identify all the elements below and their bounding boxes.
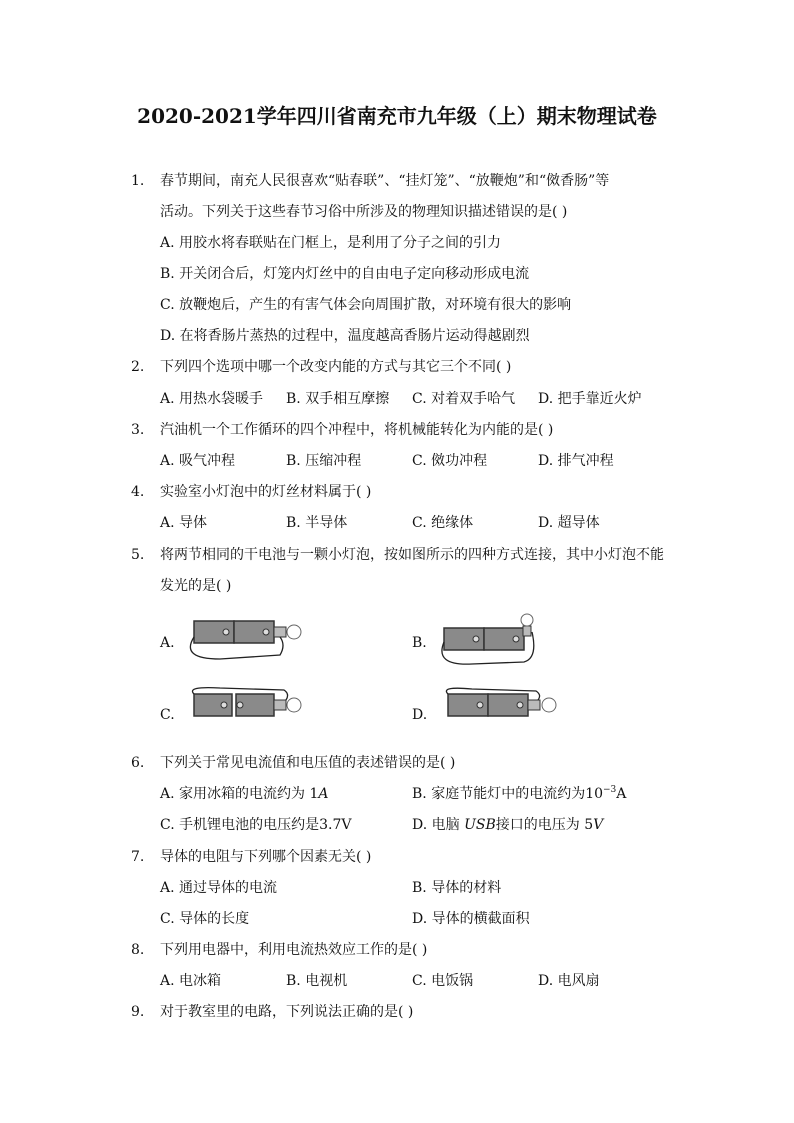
option-c: C. 对着双手哈气	[412, 391, 516, 407]
option-d: D. 在将香肠片蒸热的过程中，温度越高香肠片运动得越剧烈	[160, 328, 530, 344]
question-number: 4.	[131, 484, 145, 500]
option-a: A. 用热水袋暖手	[160, 391, 264, 407]
circuit-figure-a	[180, 615, 310, 665]
question-text: 导体的电阻与下列哪个因素无关( )	[160, 849, 372, 865]
option-c: C. 绝缘体	[412, 515, 474, 531]
question-text: 发光的是( )	[160, 578, 232, 594]
option-d-text: D. 电脑	[412, 817, 460, 833]
question-text: 下列用电器中，利用电流热效应工作的是( )	[160, 942, 428, 958]
unit: A	[318, 786, 329, 802]
option-b: B. 开关闭合后，灯笼内灯丝中的自由电子定向移动形成电流	[160, 266, 530, 282]
question-text: 实验室小灯泡中的灯丝材料属于( )	[160, 484, 372, 500]
option-a: A. 吸气冲程	[160, 453, 236, 469]
question-number: 1.	[131, 173, 145, 189]
option-a: A. 用胶水将春联贴在门框上，是利用了分子之间的引力	[160, 235, 502, 251]
question-number: 9.	[131, 1004, 145, 1020]
option-d: D. 把手靠近火炉	[538, 391, 642, 407]
option-c: C. 傚功冲程	[412, 453, 488, 469]
question-text: 春节期间，南充人民很喜欢“贴春联”、“挂灯笼”、“放鞭炮”和“傚香肠”等	[160, 173, 610, 189]
option-b: B. 导体的材料	[412, 880, 502, 896]
exponent: −3	[603, 785, 617, 795]
question-number: 2.	[131, 359, 145, 375]
question-text: 下列关于常见电流值和电压值的表述错误的是( )	[160, 755, 456, 771]
unit: A	[616, 786, 627, 802]
option-a	[160, 784, 329, 804]
option-c: C. 导体的长度	[160, 911, 250, 927]
option-a-label: A.	[160, 635, 175, 651]
option-c: C. 放鞭炮后，产生的有害气体会向周围扩散，对环境有很大的影响	[160, 297, 572, 313]
option-c-label: C.	[160, 707, 175, 723]
option-d: D. 电风扇	[538, 973, 600, 989]
option-b: B. 双手相互摩擦	[286, 391, 390, 407]
usb-label: USB	[464, 817, 496, 833]
option-b-text: B. 家庭节能灯中的电流约为10	[412, 786, 604, 802]
option-b-label: B.	[412, 635, 427, 651]
option-c: C. 手机锂电池的电压约是3.7V	[160, 817, 352, 833]
option-d-text-rest: 接口的电压为 5	[495, 817, 594, 833]
circuit-figure-d	[432, 686, 572, 736]
question-number: 6.	[131, 755, 145, 771]
option-d: D. 排气冲程	[538, 453, 614, 469]
question-number: 8.	[131, 942, 145, 958]
question-number: 5.	[131, 547, 145, 563]
question-text: 对于教室里的电路，下列说法正确的是( )	[160, 1004, 414, 1020]
option-b: B. 电视机	[286, 973, 348, 989]
option-a: A. 通过导体的电流	[160, 880, 278, 896]
option-b	[412, 784, 626, 804]
circuit-figure-c	[180, 686, 310, 736]
option-a: A. 导体	[160, 515, 208, 531]
question-text: 将两节相同的干电池与一颗小灯泡，按如图所示的四种方式连接，其中小灯泡不能	[160, 547, 664, 563]
option-d	[412, 815, 603, 835]
option-a: A. 电冰箱	[160, 973, 222, 989]
page-title: 2020-2021学年四川省南充市九年级（上）期末物理试卷	[137, 104, 657, 128]
option-d-label: D.	[412, 707, 428, 723]
question-text: 下列四个选项中哪一个改变内能的方式与其它三个不同( )	[160, 359, 512, 375]
unit: V	[593, 817, 604, 833]
question-text: 汽油机一个工作循环的四个冲程中，将机械能转化为内能的是( )	[160, 422, 554, 438]
question-text: 活动。下列关于这些春节习俗中所涉及的物理知识描述错误的是( )	[160, 204, 568, 220]
option-c: C. 电饭锅	[412, 973, 474, 989]
option-a-text: A. 家用冰箱的电流约为 1	[160, 786, 319, 802]
circuit-figure-b	[432, 612, 562, 668]
option-d: D. 超导体	[538, 515, 600, 531]
question-number: 7.	[131, 849, 145, 865]
option-b: B. 半导体	[286, 515, 348, 531]
option-b: B. 压缩冲程	[286, 453, 362, 469]
question-number: 3.	[131, 422, 145, 438]
option-d: D. 导体的横截面积	[412, 911, 530, 927]
